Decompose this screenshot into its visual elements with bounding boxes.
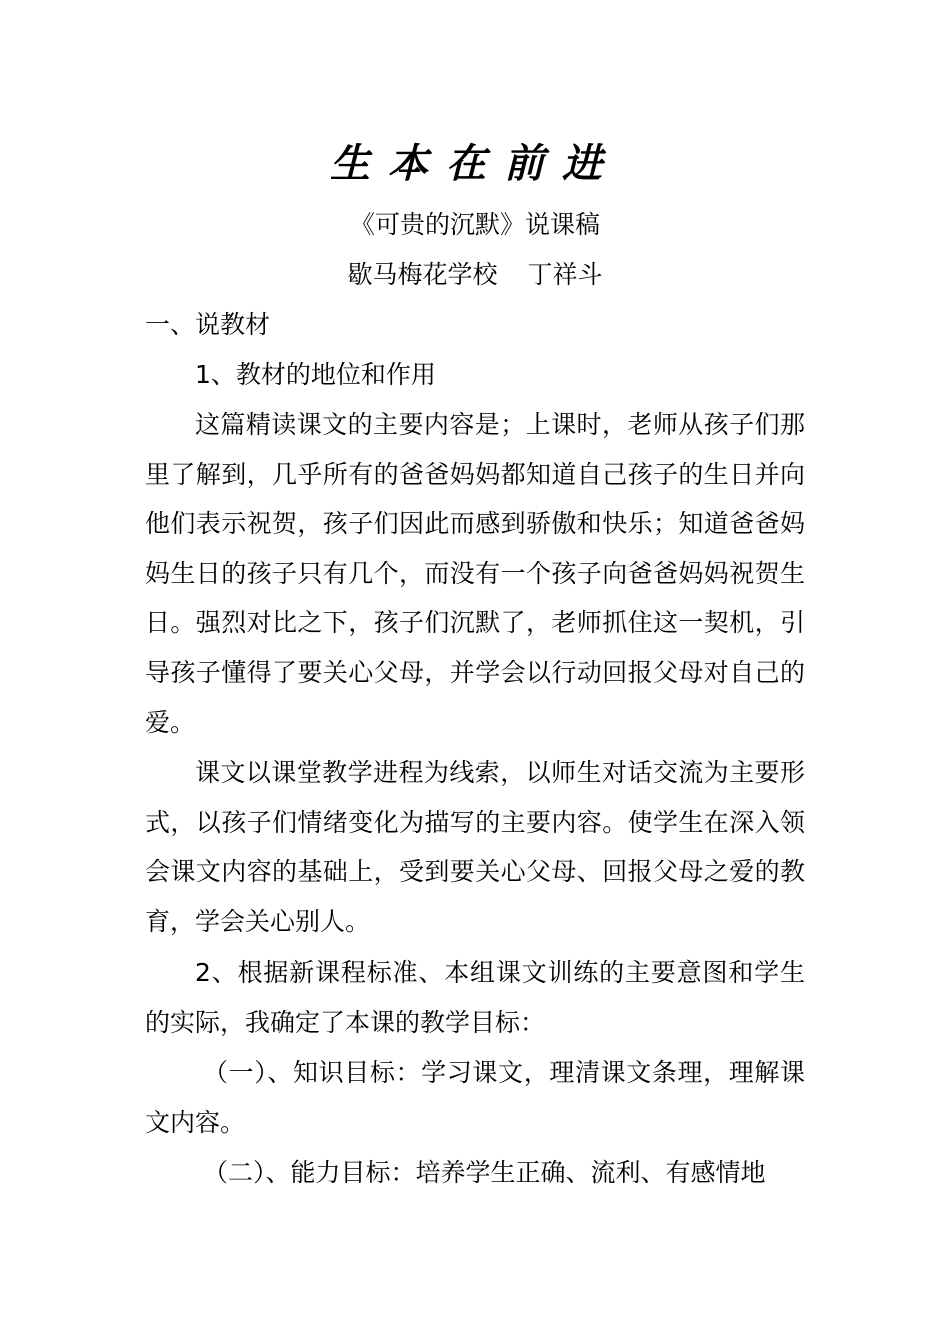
- document-title: 生本在前进: [330, 141, 620, 187]
- document-subtitle: 《可贵的沉默》说课稿: [349, 210, 600, 239]
- paragraph: 课文以课堂教学进程为线索，以师生对话交流为主要形式，以孩子们情绪变化为描写的主要内容。使学生在深入领会课文内容的基础上，受到要关心父母、回报父母之爱的教育，学会关心别人。: [145, 758, 805, 936]
- paragraph: （一）、知识目标：学习课文，理清课文条理，理解课文内容。: [145, 1058, 805, 1137]
- paragraph: （二）、能力目标：培养学生正确、流利、有感情地: [203, 1158, 766, 1187]
- section-heading: 一、说教材: [145, 310, 271, 339]
- author-name: 丁祥斗: [527, 260, 603, 289]
- school-name: 歇马梅花学校: [347, 260, 498, 289]
- byline: [0, 258, 950, 292]
- paragraph: 2、根据新课程标准、本组课文训练的主要意图和学生的实际，我确定了本课的教学目标：: [145, 958, 805, 1037]
- paragraph: 这篇精读课文的主要内容是；上课时，老师从孩子们那里了解到，几乎所有的爸爸妈妈都知道自己孩子的生日并向他们表示祝贺，孩子们因此而感到骄傲和快乐；知道爸爸妈妈生日的孩子只有几个，而没有一个孩子向爸爸妈妈祝贺生日。强烈对比之下，孩子们沉默了，老师抓住这一契机，引导孩子懂得了要关心父母，并学会以行动回报父母对自己的爱。: [145, 410, 805, 737]
- subsection-heading: 1、教材的地位和作用: [195, 360, 436, 389]
